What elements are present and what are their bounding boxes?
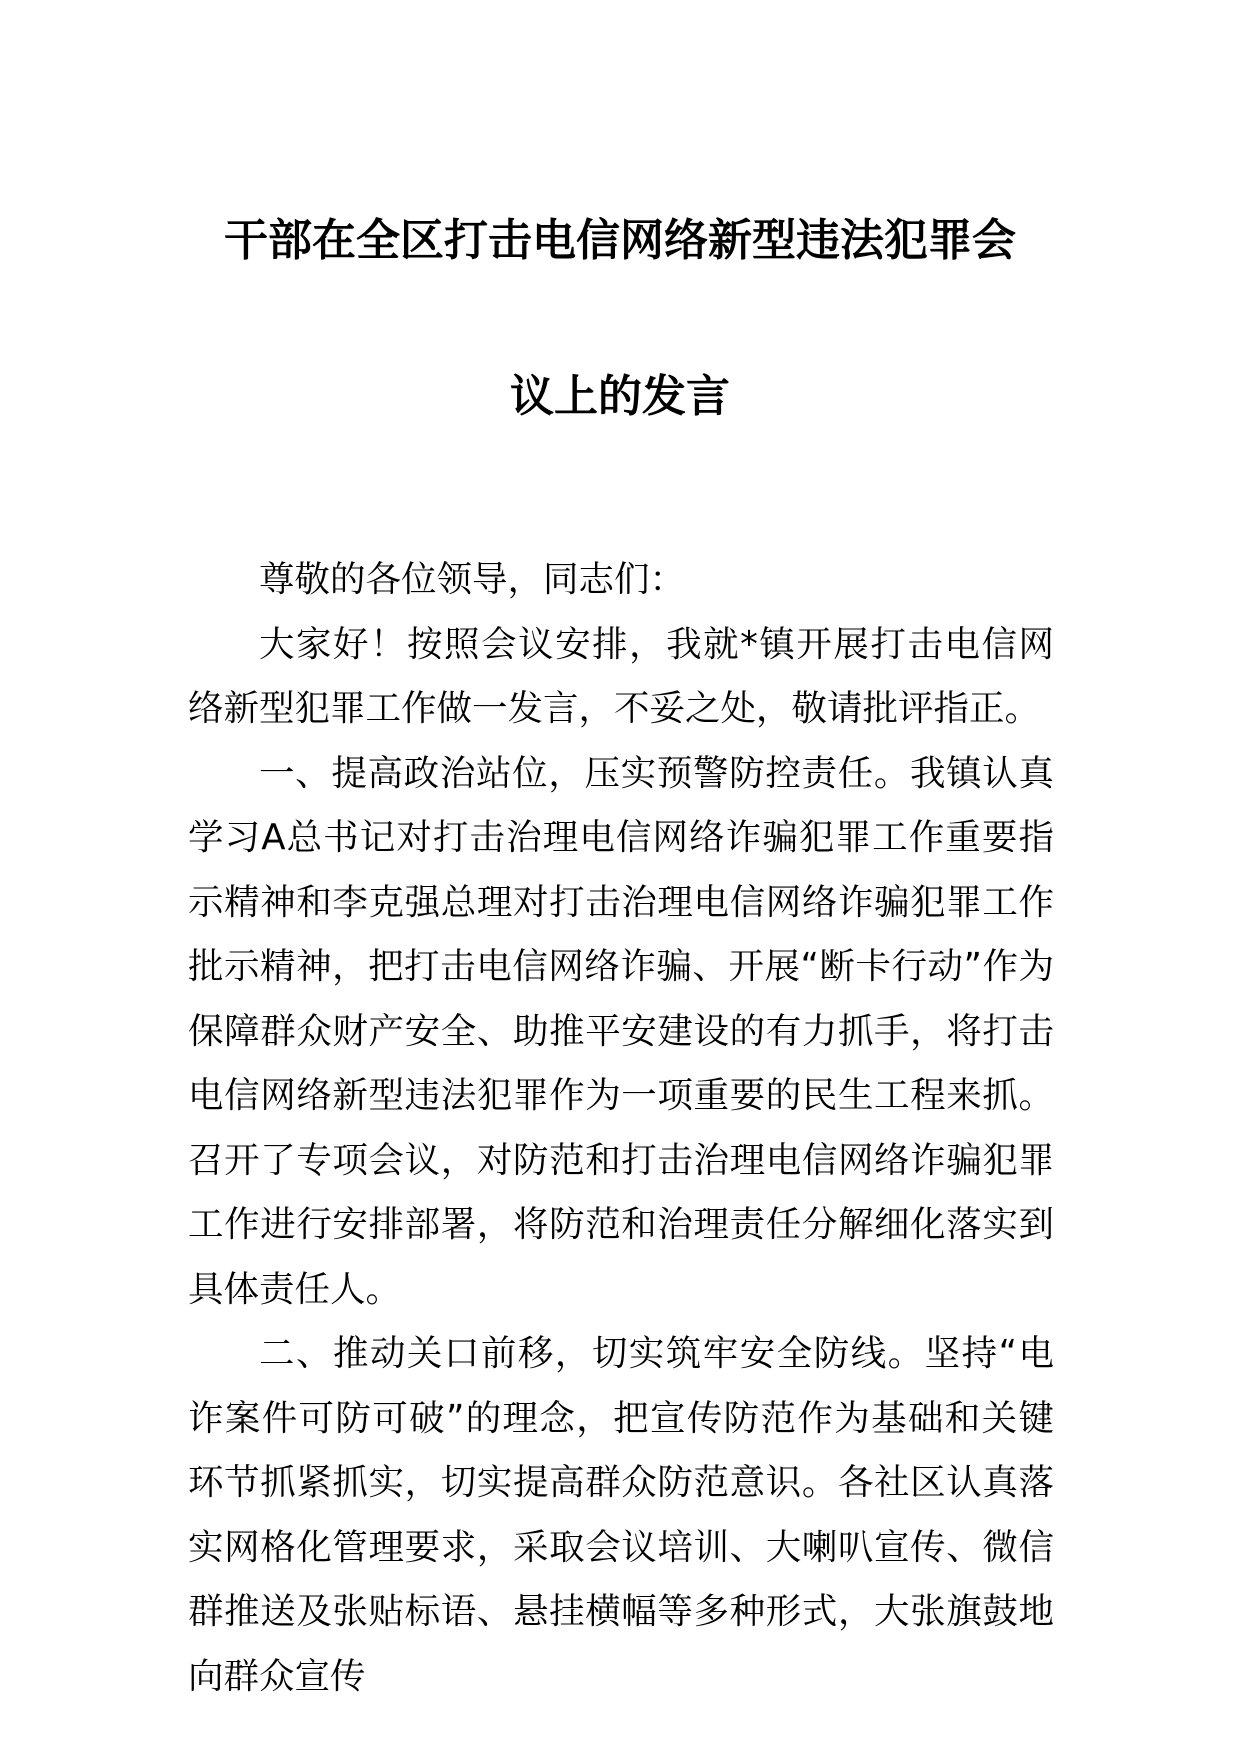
salutation-paragraph: 尊敬的各位领导，同志们：	[259, 559, 686, 600]
section-two-paragraph: 二、推动关口前移，切实筑牢安全防线。坚持“电诈案件可防可破”的理念，把宣传防范作为基础和关键环节抓紧抓实，切实提高群众防范意识。各社区认真落实网格化管理要求，采取会议培训、大喇叭宣传、微信群推送及张贴标语、悬挂横幅等多种形式，大张旗鼓地向群众宣传	[188, 1333, 1054, 1697]
document-title-line-1: 干部在全区打击电信网络新型违法犯罪会	[224, 215, 1016, 266]
document-body	[188, 548, 1054, 1709]
document-title-line-2: 议上的发言	[510, 371, 730, 422]
section-one-paragraph: 一、提高政治站位，压实预警防控责任。我镇认真学习A总书记对打击治理电信网络诈骗犯罪工作重要指示精神和李克强总理对打击治理电信网络诈骗犯罪工作批示精神，把打击电信网络诈骗、开展“断卡行动”作为保障群众财产安全、助推平安建设的有力抓手，将打击电信网络新型违法犯罪作为一项重要的民生工程来抓。召开了专项会议，对防范和打击治理电信网络诈骗犯罪工作进行安排部署，将防范和治理责任分解细化落实到具体责任人。	[188, 752, 1054, 1310]
opening-paragraph: 大家好！按照会议安排，我就*镇开展打击电信网络新型犯罪工作做一发言，不妥之处，敬请批评指正。	[188, 623, 1054, 729]
